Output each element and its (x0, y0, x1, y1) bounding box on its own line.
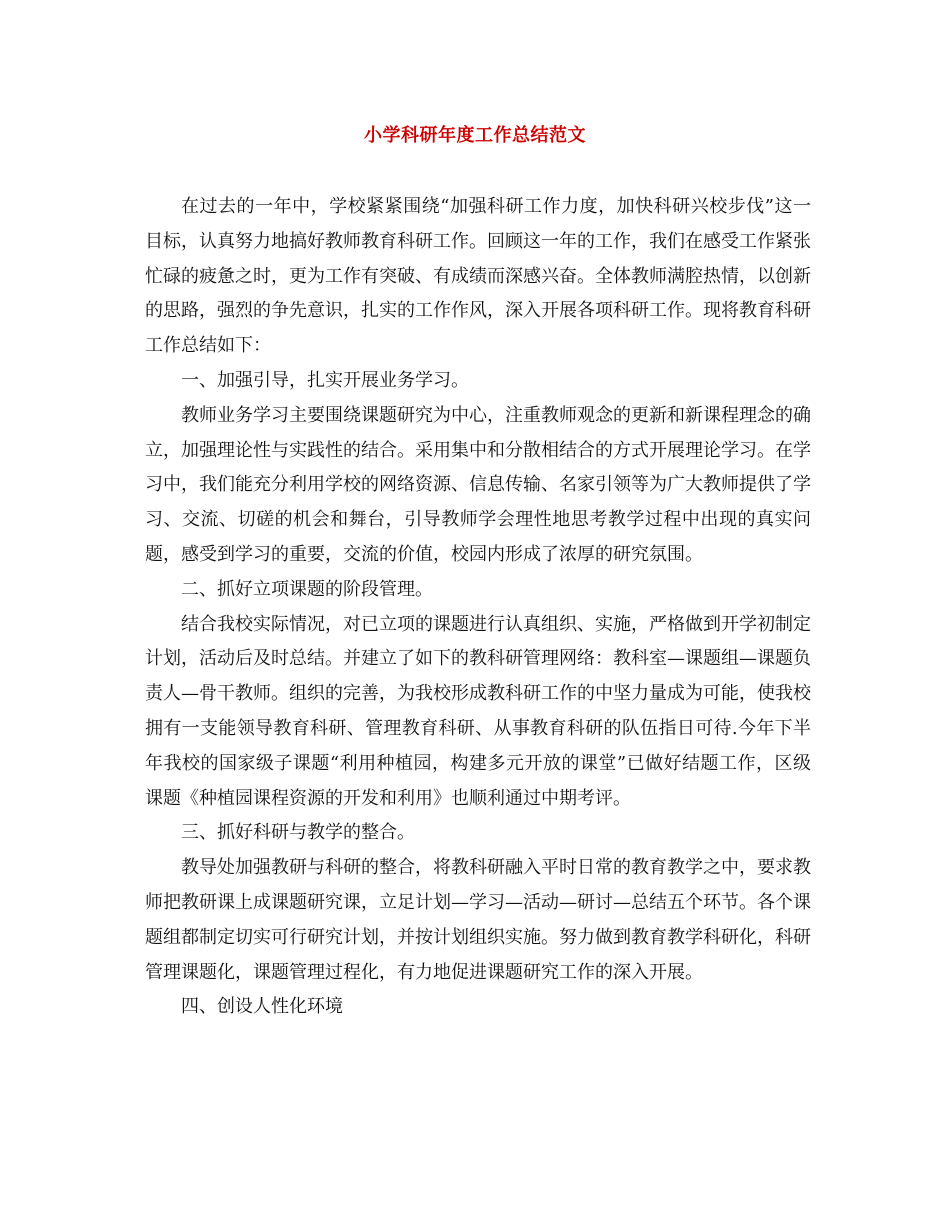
section-paragraph-2: 结合我校实际情况，对已立项的课题进行认真组织、实施，严格做到开学初制定计划，活动后及时总结。并建立了如下的教科研管理网络：教科室—课题组—课题负责人—骨干教师。组织的完善，为我校形成教科研工作的中坚力量成为可能，使我校拥有一支能领导教育科研、管理教育科研、从事教育科研的队伍指日可待.今年下半年我校的国家级子课题“利用种植园，构建多元开放的课堂”已做好结题工作，区级课题《种植园课程资源的开发和利用》也顺利通过中期考评。 (145, 613, 811, 809)
section-paragraph-1: 教师业务学习主要围绕课题研究为中心，注重教师观念的更新和新课程理念的确立，加强理论性与实践性的结合。采用集中和分散相结合的方式开展理论学习。在学习中，我们能充分利用学校的网络资源、信息传输、名家引领等为广大教师提供了学习、交流、切磋的机会和舞台，引导教师学会理性地思考教学过程中出现的真实问题，感受到学习的重要，交流的价值，校园内形成了浓厚的研究氛围。 (145, 404, 811, 565)
document-body (145, 190, 811, 1025)
section-heading-1: 一、加强引导，扎实开展业务学习。 (181, 369, 469, 391)
section-heading-2: 二、抓好立项课题的阶段管理。 (181, 578, 433, 600)
section-heading-3: 三、抓好科研与教学的整合。 (181, 822, 415, 844)
document-title: 小学科研年度工作总结范文 (364, 125, 586, 146)
section-heading-4: 四、创设人性化环境 (181, 996, 343, 1018)
intro-paragraph: 在过去的一年中，学校紧紧围绕“加强科研工作力度，加快科研兴校步伐”这一目标，认真努力地搞好教师教育科研工作。回顾这一年的工作，我们在感受工作紧张忙碌的疲惫之时，更为工作有突破、有成绩而深感兴奋。全体教师满腔热情，以创新的思路，强烈的争先意识，扎实的工作作风，深入开展各项科研工作。现将教育科研工作总结如下： (145, 196, 811, 357)
section-paragraph-3: 教导处加强教研与科研的整合，将教科研融入平时日常的教育教学之中，要求教师把教研课上成课题研究课，立足计划—学习—活动—研讨—总结五个环节。各个课题组都制定切实可行研究计划，并按计划组织实施。努力做到教育教学科研化，科研管理课题化，课题管理过程化，有力地促进课题研究工作的深入开展。 (145, 857, 811, 983)
